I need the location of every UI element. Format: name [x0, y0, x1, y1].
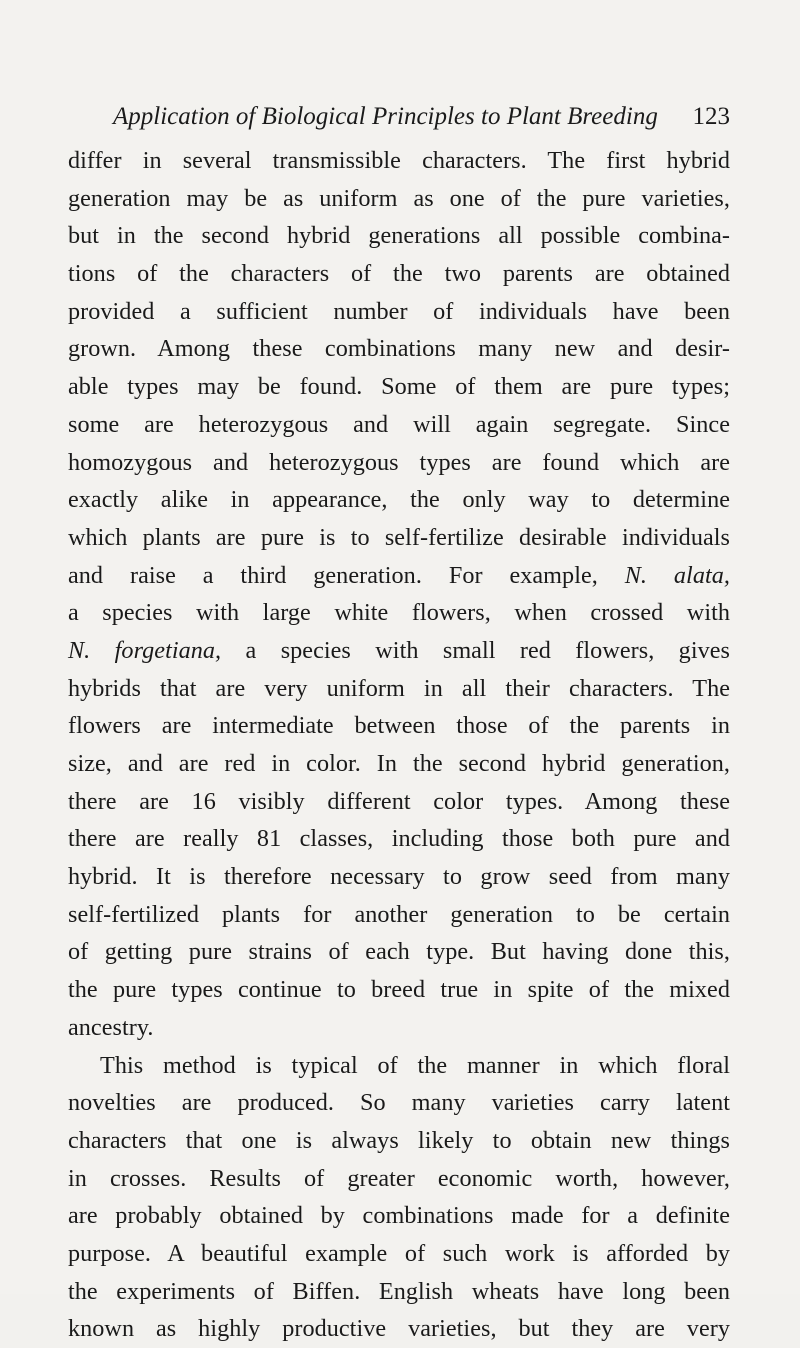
text-line-14: [68, 632, 730, 670]
text-line-6: grown. Among these combinations many new and desir-: [68, 335, 730, 363]
text-line-1: differ in several transmissible characters. The first hybrid: [68, 147, 730, 174]
page-number: 123: [692, 103, 730, 130]
text-line-3: but in the second hybrid generations all possible combina-: [68, 222, 730, 250]
species-name-forgetiana: N. forgetiana,: [68, 636, 222, 664]
text-line-15: hybrids that are very uniform in all their characters. The: [68, 674, 730, 702]
text-line-26: novelties are produced. So many varieties carry latent: [68, 1089, 730, 1117]
body-text: [68, 142, 730, 1348]
running-head: [68, 96, 730, 138]
text-line-16: flowers are intermediate between those of the parents in: [68, 712, 730, 740]
line-14-rest: a species with small red flowers, gives: [245, 636, 730, 664]
line-12-start: and raise a third generation.: [68, 561, 422, 589]
text-line-2: generation may be as uniform as one of the pure varieties,: [68, 184, 730, 212]
species-name-alata: N. alata,: [624, 561, 730, 589]
text-line-20: hybrid. It is therefore necessary to grow seed from many: [68, 863, 730, 891]
text-line-13: a species with large white flowers, when crossed with: [68, 599, 730, 627]
text-line-17: size, and are red in color. In the second hybrid generation,: [68, 750, 730, 777]
text-line-30: purpose. A beautiful example of such work is afforded by: [68, 1239, 730, 1267]
text-line-12: [68, 557, 730, 595]
text-line-23: the pure types continue to breed true in spite of the mixed: [68, 976, 730, 1004]
text-line-9: homozygous and heterozygous types are found which are: [68, 448, 730, 476]
text-line-28: in crosses. Results of greater economic worth, however,: [68, 1164, 730, 1192]
text-line-29: are probably obtained by combinations made for a definite: [68, 1202, 730, 1230]
text-line-5: provided a sufficient number of individuals have been: [68, 297, 730, 325]
text-line-4: tions of the characters of the two parents are obtained: [68, 260, 730, 288]
text-line-10: exactly alike in appearance, the only way to determine: [68, 486, 730, 514]
text-line-24: ancestry.: [68, 1013, 154, 1041]
text-line-32: known as highly productive varieties, but they are very: [68, 1315, 730, 1343]
text-line-8: some are heterozygous and will again segregate. Since: [68, 410, 730, 438]
text-line-31: the experiments of Biffen. English wheats have long been: [68, 1277, 730, 1305]
text-line-7: able types may be found. Some of them are pure types;: [68, 373, 730, 401]
line-12-tail: For example,: [448, 561, 598, 589]
text-line-18: there are 16 visibly different color types. Among these: [68, 787, 730, 815]
running-head-title: Application of Biological Principles to Plant Breeding: [113, 103, 658, 130]
text-line-19: there are really 81 classes, including those both pure and: [68, 825, 730, 853]
text-line-11: which plants are pure is to self-fertilize desirable individuals: [68, 523, 730, 551]
text-line-22: of getting pure strains of each type. But having done this,: [68, 938, 730, 966]
text-line-27: characters that one is always likely to obtain new things: [68, 1126, 730, 1154]
text-line-21: self-fertilized plants for another generation to be certain: [68, 900, 730, 928]
text-line-25: This method is typical of the manner in which floral: [100, 1051, 730, 1079]
